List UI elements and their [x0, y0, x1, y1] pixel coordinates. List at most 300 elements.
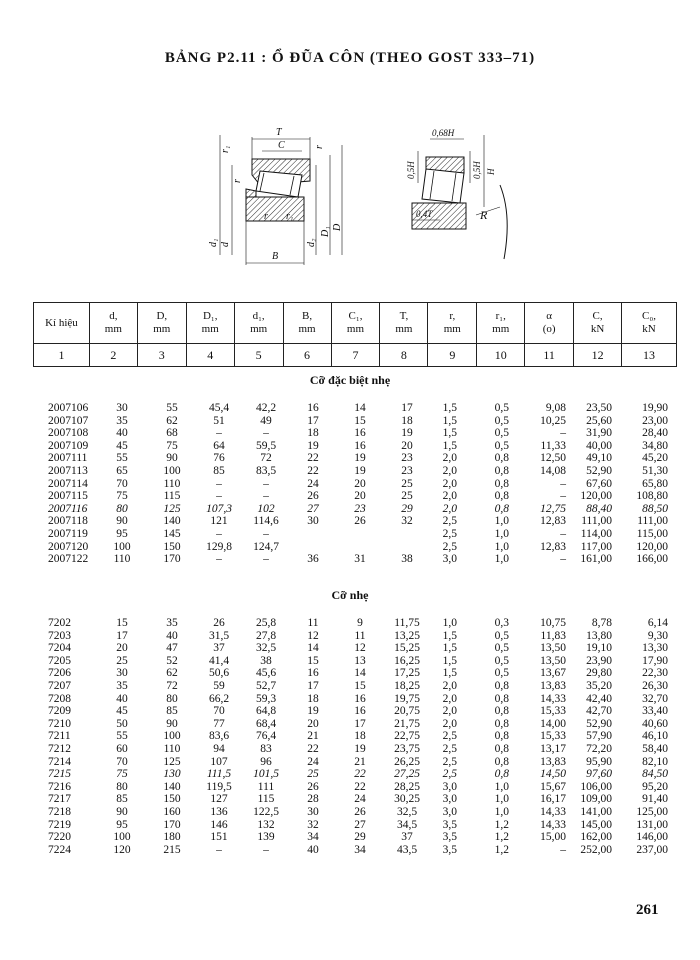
table-cell: 59,5: [255, 439, 277, 452]
column-header-unit: mm: [346, 323, 365, 335]
table-cell: 72: [260, 452, 272, 465]
table-cell: 131,00: [636, 818, 668, 831]
table-cell: 8,78: [591, 617, 612, 629]
table-cell: 0,8: [494, 705, 509, 718]
table-cell: 19: [354, 742, 366, 755]
table-cell: 41,4: [208, 654, 230, 667]
table-cell: 52: [166, 654, 178, 667]
table-cell: 22: [307, 464, 319, 477]
table-row: [0, 415, 700, 428]
section-light-rows: [0, 617, 700, 856]
table-cell: 0,5: [494, 667, 509, 680]
table-cell: 40,00: [586, 439, 612, 452]
table-cell: 20,75: [394, 705, 420, 718]
table-cell: 22,30: [642, 667, 668, 680]
table-cell: 18: [307, 427, 319, 440]
table-cell: 29: [401, 502, 413, 515]
table-cell: 120: [113, 843, 131, 856]
table-cell: 13,30: [642, 642, 668, 655]
column-header: [477, 303, 525, 344]
table-cell: 65: [116, 464, 128, 477]
table-cell: 1,2: [494, 843, 509, 856]
table-cell: 14,50: [540, 768, 566, 781]
table-cell: 35: [116, 414, 128, 427]
table-cell: 107: [210, 755, 228, 768]
table-cell: 1,0: [494, 780, 509, 793]
table-cell: 47: [166, 642, 178, 655]
table-cell: 35: [116, 679, 128, 692]
table-cell: 16,25: [394, 654, 420, 667]
column-header: [89, 303, 137, 344]
column-header: [331, 303, 380, 344]
table-cell: 85: [116, 793, 128, 806]
column-header-name: C₁,: [348, 310, 363, 322]
column-header-name: C,: [592, 310, 603, 322]
table-cell: 2,0: [442, 464, 457, 477]
table-row: [0, 630, 700, 643]
table-row: [0, 768, 700, 781]
header-table: [33, 302, 677, 367]
row-code: 7209: [48, 705, 71, 718]
table-cell: 100: [163, 730, 181, 743]
table-row: [0, 819, 700, 832]
table-cell: 16: [354, 705, 366, 718]
table-cell: 19: [354, 452, 366, 465]
row-code: 7207: [48, 679, 71, 692]
table-cell: 83: [260, 742, 272, 755]
table-cell: 9,30: [647, 629, 668, 642]
table-cell: 21: [307, 730, 319, 743]
table-cell: 16: [354, 692, 366, 705]
row-code: 2007109: [48, 439, 89, 452]
table-cell: 26: [307, 780, 319, 793]
table-cell: 14: [354, 402, 366, 414]
table-cell: 11: [307, 617, 319, 629]
label-r1-mid: r₁: [286, 211, 294, 222]
column-header-unit: mm: [201, 323, 219, 335]
table-cell: 22,75: [394, 730, 420, 743]
table-cell: 90: [166, 452, 178, 465]
table-cell: 2,5: [442, 755, 457, 768]
table-cell: 0,8: [494, 730, 509, 743]
row-code: 2007114: [48, 477, 88, 490]
table-cell: 111,00: [637, 515, 668, 528]
column-header-name: r₁,: [495, 310, 506, 322]
table-cell: 55: [116, 730, 128, 743]
table-cell: 22: [307, 742, 319, 755]
table-row: [0, 693, 700, 706]
table-cell: 14,00: [540, 717, 566, 730]
table-cell: 22: [354, 780, 366, 793]
table-cell: 40: [116, 692, 128, 705]
table-cell: 3,5: [442, 843, 457, 856]
table-cell: 2,0: [442, 705, 457, 718]
table-cell: 145: [163, 527, 181, 540]
column-header-name: C₀,: [642, 310, 656, 322]
table-cell: 16: [354, 427, 366, 440]
table-cell: 119,5: [206, 780, 232, 793]
table-cell: 75: [116, 768, 128, 781]
table-cell: 100: [113, 540, 131, 553]
table-cell: 111,00: [581, 515, 612, 528]
table-cell: 22: [307, 452, 319, 465]
table-cell: 2,5: [442, 540, 457, 553]
section-title-light: Cỡ nhẹ: [331, 588, 369, 602]
row-code: 2007120: [48, 540, 89, 553]
table-cell: 102: [257, 502, 275, 515]
column-number: 7: [331, 344, 380, 367]
table-cell: 60: [116, 742, 128, 755]
table-cell: 19: [307, 439, 319, 452]
table-cell: 122,5: [253, 805, 279, 818]
table-cell: 28: [307, 793, 319, 806]
table-cell: 30: [116, 667, 128, 680]
table-cell: 75: [116, 490, 128, 503]
table-cell: 16,17: [540, 793, 566, 806]
table-cell: 129,8: [206, 540, 232, 553]
table-cell: 19: [401, 427, 413, 440]
table-cell: 15: [307, 654, 319, 667]
column-number: 12: [574, 344, 622, 367]
table-cell: 66,2: [208, 692, 230, 705]
table-row: [0, 503, 700, 516]
column-number: 13: [622, 344, 677, 367]
table-cell: 2,0: [442, 717, 457, 730]
table-cell: 70: [116, 755, 128, 768]
table-cell: 23,75: [394, 742, 420, 755]
table-cell: 1,2: [494, 831, 509, 844]
column-header-name: B,: [302, 310, 313, 322]
table-cell: 51: [213, 414, 225, 427]
table-cell: 166,00: [636, 553, 668, 566]
table-cell: 37: [213, 642, 225, 655]
table-cell: 45,4: [208, 402, 230, 414]
table-cell: 28,40: [642, 427, 668, 440]
table-cell: 15,33: [540, 730, 566, 743]
table-cell: 140: [163, 515, 181, 528]
table-cell: 72,20: [586, 742, 612, 755]
table-cell: 15: [354, 679, 366, 692]
table-cell: –: [263, 490, 269, 503]
table-cell: 16: [354, 439, 366, 452]
table-cell: 15,25: [394, 642, 420, 655]
column-header-name: D₁,: [202, 310, 218, 322]
table-cell: 27,25: [394, 768, 420, 781]
table-cell: 23,90: [586, 654, 612, 667]
table-cell: –: [216, 490, 222, 503]
table-cell: 252,00: [580, 843, 612, 856]
table-cell: 1,5: [442, 629, 457, 642]
table-cell: 21,75: [394, 717, 420, 730]
table-cell: 125,00: [636, 805, 668, 818]
table-row: [0, 793, 700, 806]
table-cell: 13,25: [394, 629, 420, 642]
table-cell: 9: [357, 617, 363, 629]
table-row: [0, 705, 700, 718]
table-row: [0, 490, 700, 503]
table-row: [0, 667, 700, 680]
label-R: R: [480, 208, 488, 222]
column-header-unit: mm: [492, 323, 510, 335]
table-cell: 50,6: [208, 667, 230, 680]
table-cell: 110: [113, 553, 131, 566]
table-row: [0, 730, 700, 743]
table-cell: 3,0: [442, 553, 457, 566]
table-cell: 0,8: [494, 717, 509, 730]
column-header-name: d₁,: [252, 310, 265, 322]
section-extra-light-rows: [0, 402, 700, 566]
table-cell: 52,90: [586, 717, 612, 730]
table-cell: 15,67: [540, 780, 566, 793]
table-cell: 32,70: [642, 692, 668, 705]
row-code: 7210: [48, 717, 71, 730]
table-cell: 13: [354, 654, 366, 667]
column-header-unit: mm: [250, 323, 268, 335]
table-cell: 83,5: [255, 464, 277, 477]
table-cell: 38: [401, 553, 413, 566]
table-cell: 18: [307, 692, 319, 705]
table-cell: 75: [166, 439, 178, 452]
column-number: 6: [283, 344, 331, 367]
table-row: [0, 756, 700, 769]
table-cell: 2,0: [442, 477, 457, 490]
column-number: 10: [477, 344, 525, 367]
row-code: 7217: [48, 793, 71, 806]
table-cell: –: [263, 427, 269, 440]
table-cell: 132: [257, 818, 275, 831]
table-cell: 68: [166, 427, 178, 440]
table-cell: 101,5: [253, 768, 279, 781]
table-cell: –: [560, 477, 566, 490]
table-cell: 0,8: [494, 490, 509, 503]
table-row: [0, 541, 700, 554]
table-cell: 0,5: [494, 629, 509, 642]
table-cell: 31: [354, 553, 366, 566]
table-cell: 17,90: [642, 654, 668, 667]
row-code: 7205: [48, 654, 71, 667]
row-code: 7206: [48, 667, 71, 680]
table-cell: 88,40: [586, 502, 612, 515]
table-cell: 59,3: [255, 692, 277, 705]
column-header: [428, 303, 477, 344]
table-cell: 76,4: [255, 730, 277, 743]
table-cell: 14: [307, 642, 319, 655]
column-header-unit: (o): [542, 323, 556, 335]
table-cell: 95: [116, 818, 128, 831]
table-cell: 16: [307, 667, 319, 680]
row-code: 7211: [48, 730, 71, 743]
table-cell: 115: [257, 793, 275, 806]
table-cell: 20: [401, 439, 413, 452]
table-cell: –: [216, 527, 222, 540]
table-cell: 12,75: [540, 502, 566, 515]
table-cell: 1,0: [494, 553, 509, 566]
label-D1: D₁: [320, 226, 331, 237]
table-cell: 27,8: [255, 629, 277, 642]
label-H: H: [486, 168, 496, 175]
table-cell: 19,90: [642, 402, 668, 414]
table-cell: 31,90: [586, 427, 612, 440]
column-header: [137, 303, 186, 344]
row-code: 2007116: [48, 502, 88, 515]
table-cell: 120,00: [636, 540, 668, 553]
row-code: 7218: [48, 805, 71, 818]
table-cell: 13,50: [540, 642, 566, 655]
table-cell: 26: [354, 515, 366, 528]
table-cell: –: [216, 427, 222, 440]
table-cell: 151: [210, 831, 228, 844]
table-cell: 16: [307, 402, 319, 414]
table-cell: 180: [163, 831, 181, 844]
row-code: 7224: [48, 843, 71, 856]
table-cell: 3,5: [442, 818, 457, 831]
table-cell: 23,00: [642, 414, 668, 427]
table-row: [0, 806, 700, 819]
table-cell: 13,80: [586, 629, 612, 642]
table-cell: 1,0: [494, 805, 509, 818]
table-cell: 17: [401, 402, 413, 414]
table-cell: 26: [307, 490, 319, 503]
table-cell: –: [263, 477, 269, 490]
table-row: [0, 553, 700, 566]
table-cell: 1,5: [442, 427, 457, 440]
row-code: 7203: [48, 629, 71, 642]
table-cell: 17: [307, 414, 319, 427]
row-code: 7216: [48, 780, 71, 793]
table-cell: 2,0: [442, 452, 457, 465]
table-cell: 83,6: [208, 730, 230, 743]
table-cell: 0,8: [494, 755, 509, 768]
table-cell: 90: [116, 805, 128, 818]
table-cell: 70: [116, 477, 128, 490]
table-cell: 120,00: [580, 490, 612, 503]
row-code: 7215: [48, 768, 71, 781]
table-cell: –: [216, 477, 222, 490]
table-cell: 91,40: [642, 793, 668, 806]
table-cell: 2,5: [442, 768, 457, 781]
column-header-name: Kí hiệu: [45, 316, 78, 329]
table-cell: –: [560, 553, 566, 566]
table-cell: 90: [166, 717, 178, 730]
table-cell: 28,25: [394, 780, 420, 793]
table-row: [0, 743, 700, 756]
table-cell: 111,5: [206, 768, 232, 781]
table-cell: 14,33: [540, 805, 566, 818]
table-cell: 0,8: [494, 742, 509, 755]
table-cell: 2,0: [442, 679, 457, 692]
header-row: [34, 303, 677, 344]
table-cell: 115,00: [636, 527, 668, 540]
table-cell: 150: [163, 793, 181, 806]
label-068H: 0,68H: [432, 128, 455, 138]
row-code: 2007107: [48, 414, 89, 427]
table-row: [0, 528, 700, 541]
table-cell: 136: [210, 805, 228, 818]
table-cell: 1,5: [442, 414, 457, 427]
table-cell: 10,75: [540, 617, 566, 629]
column-header-unit: mm: [443, 323, 461, 335]
table-cell: 3,5: [442, 831, 457, 844]
table-cell: 25: [307, 768, 319, 781]
column-header-unit: kN: [642, 323, 656, 335]
table-cell: 2,0: [442, 692, 457, 705]
row-code: 7214: [48, 755, 71, 768]
table-row: [0, 465, 700, 478]
column-header: [186, 303, 234, 344]
table-cell: 9,08: [545, 402, 566, 414]
table-cell: 64: [213, 439, 225, 452]
table-cell: 1,5: [442, 667, 457, 680]
table-cell: 0,3: [494, 617, 509, 629]
table-cell: 32,5: [396, 805, 418, 818]
table-cell: 21: [354, 755, 366, 768]
table-cell: 15,33: [540, 705, 566, 718]
table-cell: 1,0: [442, 617, 457, 629]
table-row: [0, 655, 700, 668]
table-cell: 111: [257, 780, 275, 793]
label-05H-left: 0,5H: [406, 161, 416, 179]
table-row: [0, 515, 700, 528]
table-cell: 24: [307, 477, 319, 490]
table-cell: –: [560, 527, 566, 540]
table-cell: 12: [307, 629, 319, 642]
table-cell: 121: [210, 515, 228, 528]
table-cell: 215: [163, 843, 181, 856]
label-04T: 0,4T: [416, 209, 433, 219]
table-cell: 33,40: [642, 705, 668, 718]
table-cell: 13,17: [540, 742, 566, 755]
table-cell: 20: [307, 717, 319, 730]
table-cell: 1,5: [442, 642, 457, 655]
table-cell: 97,60: [586, 768, 612, 781]
table-row: [0, 440, 700, 453]
table-cell: 68,4: [255, 717, 277, 730]
table-cell: –: [263, 553, 269, 566]
table-cell: 37: [401, 831, 413, 844]
table-cell: 85: [213, 464, 225, 477]
table-cell: 40: [307, 843, 319, 856]
label-B: B: [272, 251, 279, 262]
table-cell: 17: [116, 629, 128, 642]
table-cell: 14,33: [540, 692, 566, 705]
table-cell: 11,75: [394, 617, 420, 629]
table-cell: 0,8: [494, 679, 509, 692]
table-cell: 84,50: [642, 768, 668, 781]
table-cell: 67,60: [586, 477, 612, 490]
column-header-unit: kN: [590, 323, 605, 335]
table-cell: 19: [354, 464, 366, 477]
table-cell: 1,5: [442, 439, 457, 452]
row-code: 7219: [48, 818, 71, 831]
table-cell: 0,5: [494, 414, 509, 427]
label-T: T: [276, 127, 282, 138]
table-cell: 0,8: [494, 477, 509, 490]
label-r1: r₁: [220, 145, 231, 153]
column-number: 8: [380, 344, 428, 367]
table-cell: 124,7: [253, 540, 279, 553]
table-cell: 170: [163, 818, 181, 831]
table-cell: 40: [116, 427, 128, 440]
column-number: 3: [137, 344, 186, 367]
row-code: 2007122: [48, 553, 89, 566]
table-cell: 100: [113, 831, 131, 844]
table-cell: 1,0: [494, 540, 509, 553]
column-header-unit: mm: [104, 323, 122, 335]
table-cell: 13,67: [540, 667, 566, 680]
table-cell: 31,5: [208, 629, 230, 642]
row-code: 2007108: [48, 427, 89, 440]
column-header-name: D,: [156, 310, 168, 322]
